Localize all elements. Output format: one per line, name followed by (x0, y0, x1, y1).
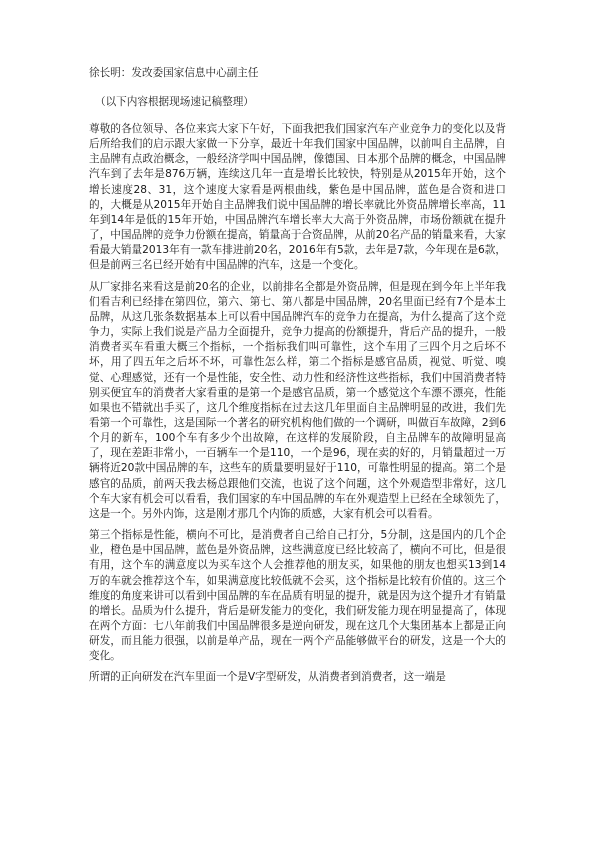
paragraph-3: 第三个指标是性能，横向不可比，是消费者自己给自己打分，5分制，这是国内的几个企业，橙色是中国品牌，蓝色是外资品牌，这些满意度已经比较高了，横向不可比，但是很有用，这个车的满意度以为买车这个人会推荐他的朋友买，如果他的朋友也想买13到14万的车就会推荐这个车，如果满意度比较低就不会买，这个指标是比较有价值的。这三个维度的角度来讲可以看到中国品牌的车在品质有明显的提升，就是因为这个提升才有销量的增长。品质为什么提升，背后是研发能力的变化，我们研发能力现在明显提高了，体现在两个方面：七八年前我们中国品牌很多是逆向研发，现在这几个大集团基本上都是正向研发，而且能力很强，以前是单产品，现在一两个产品能够做平台的研发，这是一个大的变化。 (89, 529, 506, 663)
transcript-note: （以下内容根据现场速记稿整理） (95, 96, 254, 108)
paragraph-4: 所谓的正向研发在汽车里面一个是V字型研发，从消费者到消费者，这一端是 (89, 671, 446, 684)
author-line: 徐长明：发改委国家信息中心副主任 (89, 67, 259, 79)
paragraph-2: 从厂家排名来看这是前20名的企业，以前排名全都是外资品牌，但是现在到今年上半年我们看吉利已经排在第四位，第六、第七、第八都是中国品牌，20名里面已经有7个是本土品牌，从这几张条数据基本上可以看中国品牌汽车的竞争力在提高，为什么提高了这个竞争力，实际上我们说是产品力全面提升，竞争力提高的份额提升，背后产品的提升，一般消费者买车看重大概三个指标，一个指标我们叫可靠性，这个车用了三四个月之后坏不坏，用了四五年之后坏不坏，可靠性怎么样，第二个指标是感官品质，视觉、听觉、嗅觉、心理感觉，还有一个是性能，安全性、动力性和经济性这些指标，我们中国消费者特别买便宜车的消费者大家看重的是第一个是感官品质，第一个感觉这个车漂不漂亮，性能如果也不错就出手买了，这几个维度指标在过去这几年里面自主品牌明显的改进，我们先看第一个可靠性，这是国际一个著名的研究机构他们做的一个调研，叫做百车故障，2到6个月的新车，100个车有多少个出故障，在这样的发展阶段，自主品牌车的故障明显高了，现在差距非常小，一百辆车一个是110，一个是96，现在卖的好的，月销量超过一万辆将近20款中国品牌的车，这些车的质量要明显好于110，可靠性明显的提高。第二个是感官的品质，前两天我去杨总跟他们交流，也说了这个问题，这个外观造型非常好，这几个车大家有机会可以看看，我们国家的车中国品牌的车在外观造型上已经在全球领先了，这是一个。另外内饰，这是刚才那几个内饰的质感，大家有机会可以看看。 (89, 280, 506, 520)
paragraph-1: 尊敬的各位领导、各位来宾大家下午好，下面我把我们国家汽车产业竞争力的变化以及背后所给我们的启示跟大家做一下分享，最近十年我们国家中国品牌，以前叫自主品牌，自主品牌有点政治概念，一般经济学叫中国品牌，像德国、日本那个品牌的概念，中国品牌汽车到了去年是876万辆，连续这几年一直是增长比较快，特别是从2015年开始，这个增长速度28、31，这个速度大家看是两根曲线，紫色是中国品牌，蓝色是合资和进口的，大概是从2015年开始自主品牌我们说中国品牌的增长率就比外资品牌增长率高，11年到14年是低的15年开始，中国品牌汽车增长率大大高于外资品牌，市场份额就在提升了，中国品牌的竞争力份额在提高，销量高于合资品牌，从前20名产品的销量来看，大家看最大销量2013年有一款车排进前20名，2016年有5款，去年是7款，今年现在是6款，但是前两三名已经开始有中国品牌的汽车，这是一个变化。 (89, 123, 506, 272)
